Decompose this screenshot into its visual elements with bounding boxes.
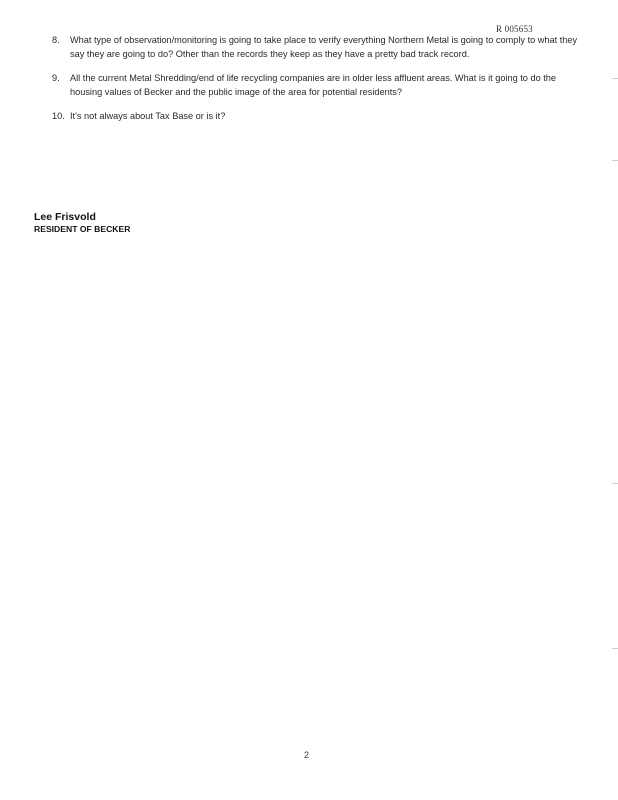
question-number: 10.	[52, 111, 65, 121]
question-list	[44, 34, 584, 124]
question-item	[44, 72, 584, 99]
question-number: 9.	[52, 73, 60, 83]
question-text: What type of observation/monitoring is going to take place to verify everything Northern Metal is going to comply to what they say they are going to do? Other than the records they keep as they have a pretty bad track record.	[70, 35, 578, 59]
scan-edge-mark	[612, 648, 618, 649]
page-number: 2	[304, 750, 310, 760]
scan-edge-mark	[612, 160, 618, 161]
question-text: All the current Metal Shredding/end of life recycling companies are in older less affluent areas. What is it going to do the housing values of Becker and the public image of the area for potential residents?	[70, 73, 557, 97]
question-item	[44, 34, 584, 61]
question-text: It's not always about Tax Base or is it?	[70, 111, 226, 121]
question-item	[44, 110, 584, 124]
signer-name: Lee Frisvold	[34, 211, 96, 223]
signature-block	[34, 211, 130, 235]
signer-title: RESIDENT OF BECKER	[34, 224, 131, 234]
scan-edge-mark	[612, 78, 618, 79]
bates-number: R 005653	[496, 24, 533, 34]
scan-edge-mark	[612, 483, 618, 484]
question-number: 8.	[52, 35, 60, 45]
